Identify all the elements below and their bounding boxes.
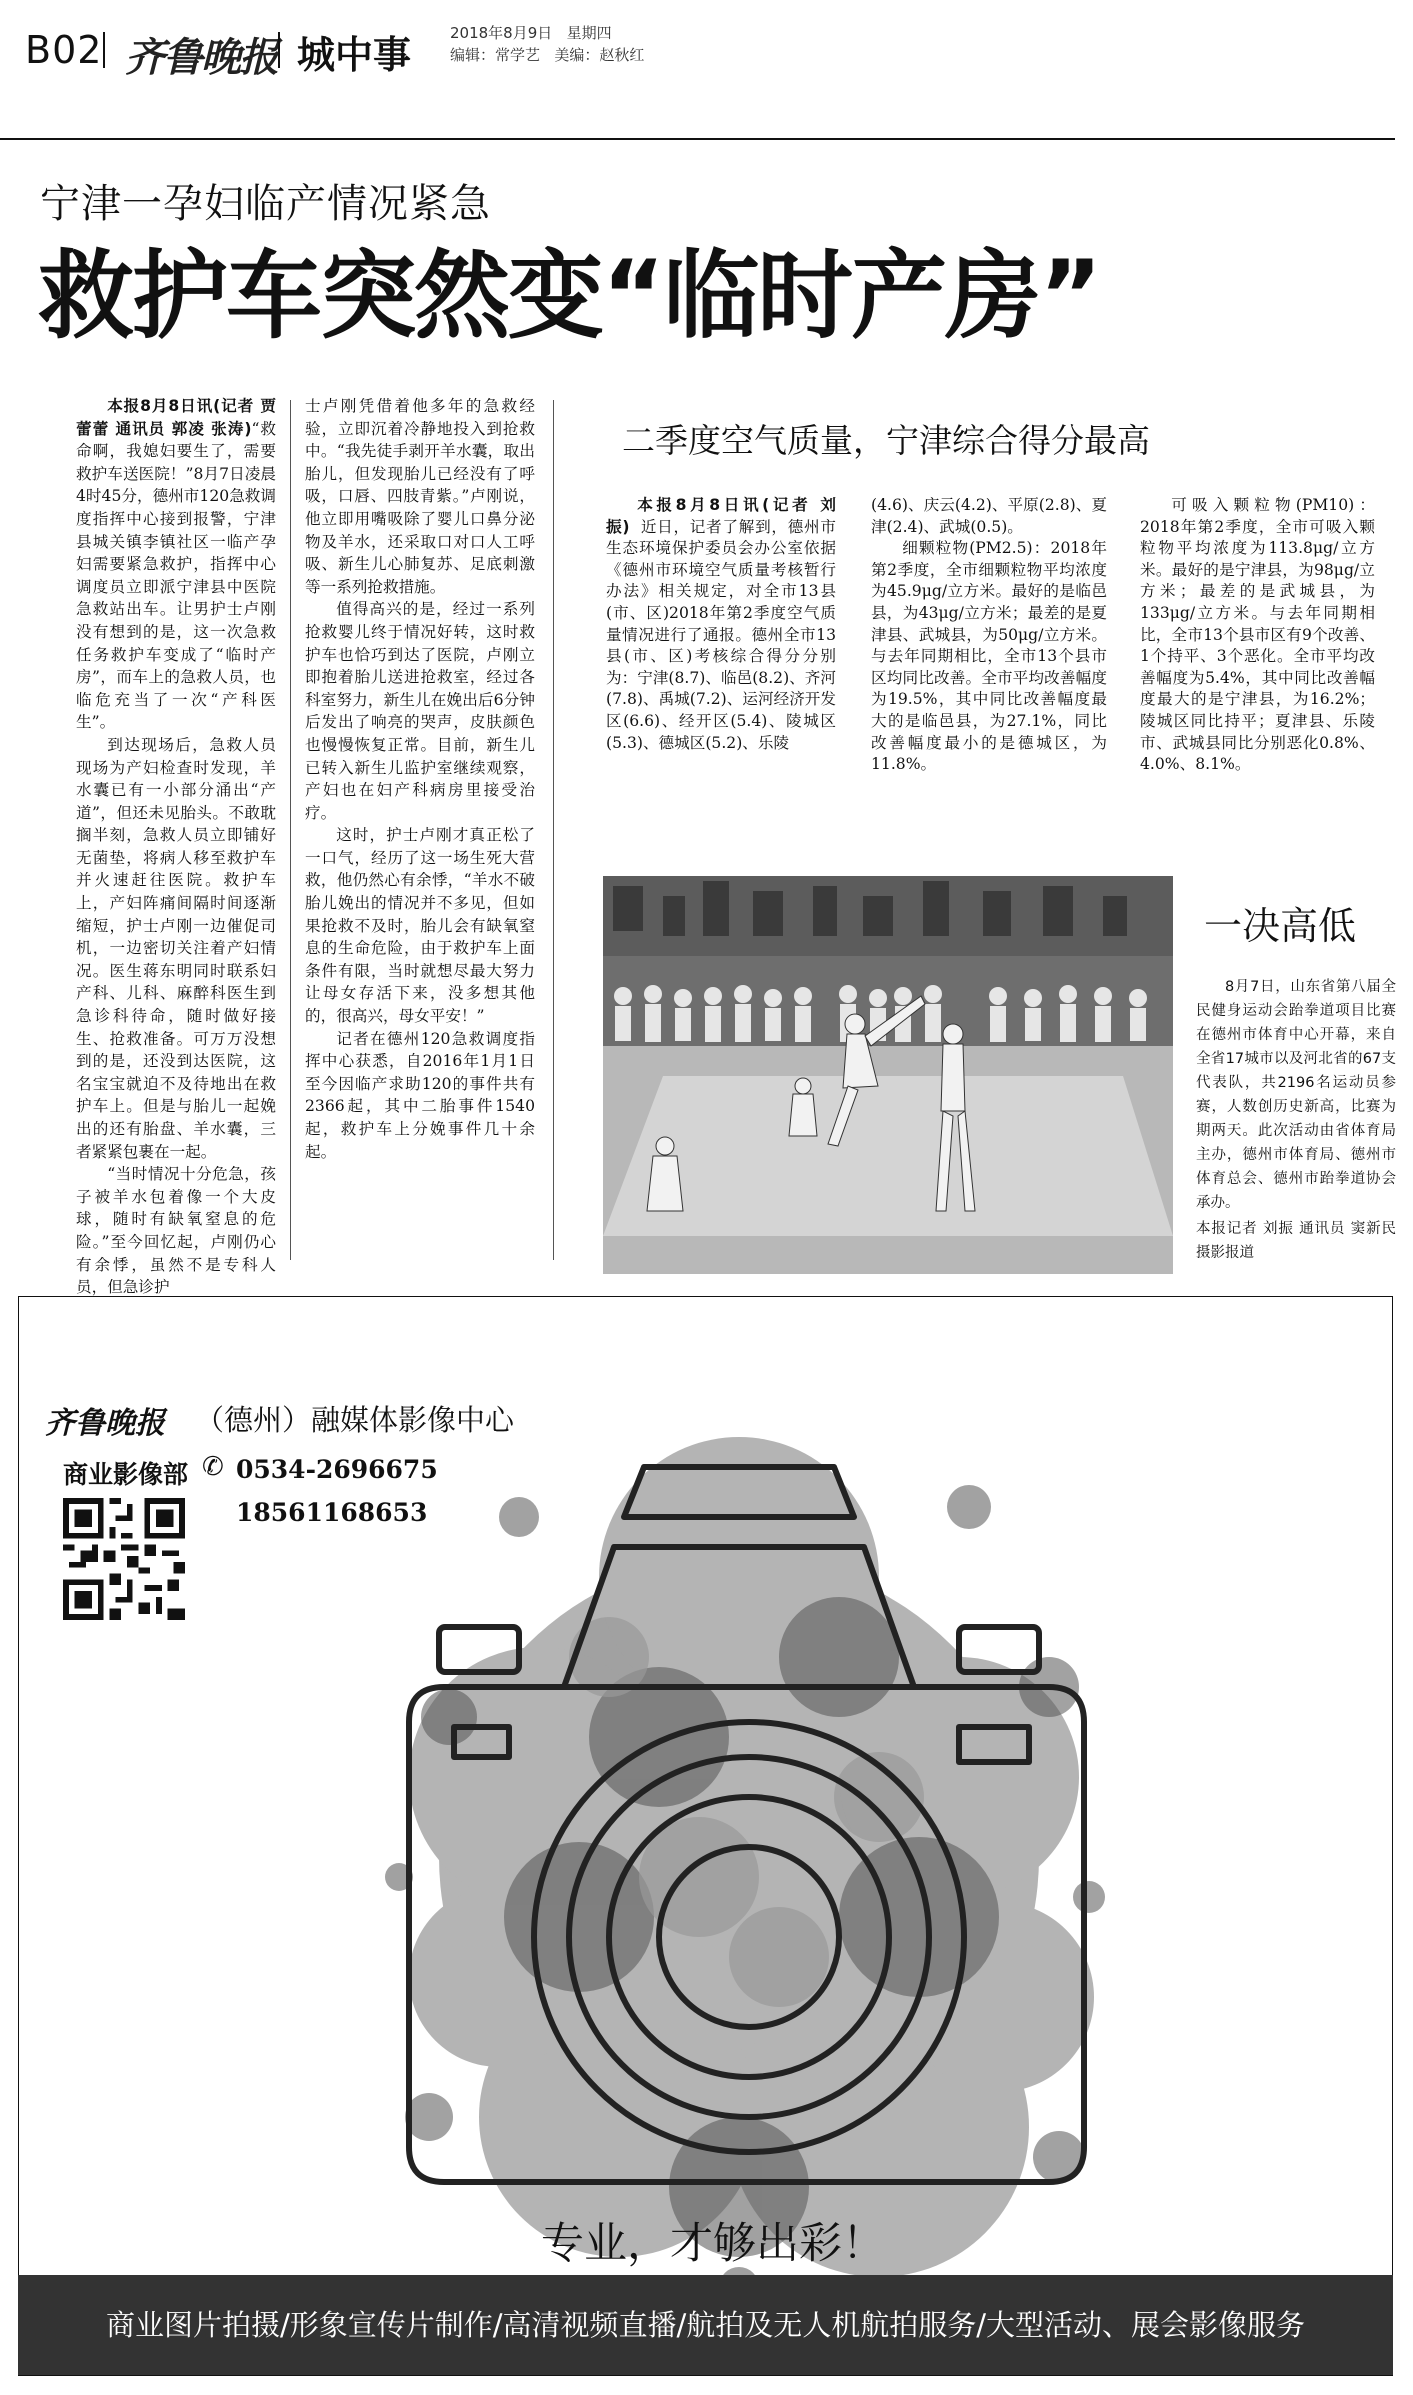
air-paragraph: 近日，记者了解到，德州市生态环境保护委员会办公室依据《德州市环境空气质量考核暂行办法》相关规定，对全市13县(市、区)2018年第2季度空气质量情况进行了通报。德州全市13县(市、区)考核综合得分分别为：宁津(8.7)、临邑(8.2)、齐河(7.8)、禹城(7.2)、运河经济开发区(6.6)、经开区(5.4)、陵城区(5.3)、德城区(5.2)、乐陵	[606, 517, 836, 752]
air-column-1	[606, 495, 836, 855]
air-paragraph: (4.6)、庆云(4.2)、平原(2.8)、夏津(2.4)、武城(0.5)。	[871, 496, 1107, 536]
story-paragraph: 记者在德州120急救调度指挥中心获悉，自2016年1月1日至今因临产求助120的事件共有2366起，其中二胎事件1540起，救护车上分娩事件几十余起。	[305, 1029, 535, 1161]
camera-splash-icon	[359, 1357, 1119, 2357]
story-headline: 救护车突然变“临时产房”	[38, 240, 1101, 352]
ad-slogan: 专业，才够出彩！	[541, 2219, 885, 2269]
header-rule	[0, 138, 1395, 140]
story-paragraph: 到达现场后，急救人员现场为产妇检查时发现，羊水囊已有一小部分涌出“产道”，但还未见胎头。不敢耽搁半刻，急救人员立即铺好无菌垫，将病人移至救护车并火速赶往医院。救护车上，产妇阵痛间隔时间逐渐缩短，护士卢刚一边催促司机，一边密切关注着产妇情况。医生蒋东明同时联系妇产科、儿科、麻醉科医生到急诊科待命，随时做好接生、抢救准备。可万万没想到的是，还没到达医院，这名宝宝就迫不及待地出在救护车上。但是与胎儿一起娩出的还有胎盘、羊水囊，三者紧紧包裹在一起。	[76, 735, 276, 1161]
section-title: 城中事	[297, 33, 412, 77]
ad-services-bar: 商业图片拍摄/形象宣传片制作/高清视频直播/航拍及无人机航拍服务/大型活动、展会影像服务	[18, 2275, 1393, 2375]
air-quality-headline: 二季度空气质量，宁津综合得分最高	[622, 421, 1150, 460]
ad-phone-1: 0534-2696675	[236, 1455, 438, 1484]
designer-credit: 美编：赵秋红	[554, 46, 645, 64]
column-divider	[553, 400, 554, 1260]
editor-credit: 编辑：常学艺	[450, 46, 541, 64]
air-lead: 本报8月8日讯(记者 刘振)	[606, 496, 836, 536]
story-paragraph: 这时，护士卢刚才真正松了一口气，经历了这一场生死大营救，他仍然心有余悸，“羊水不破胎儿娩出的情况并不多见，但如果抢救不及时，胎儿会有缺氧窒息的生命危险，由于救护车上面条件有限，当时就想尽最大努力让母女存活下来，没多想其他的，很高兴，母女平安！”	[305, 826, 535, 1026]
photo-byline: 本报记者 刘振 通讯员 窦新民 摄影报道	[1196, 1221, 1396, 1261]
story-column-1	[76, 395, 276, 1297]
story-paragraph: “救命啊，我媳妇要生了，需要救护车送医院！”8月7日凌晨4时45分，德州市120急救调度指挥中心接到报警，宁津县城关镇李镇社区一临产孕妇需要紧急救护，指挥中心调度员立即派宁津县中医院急救站出车。让男护士卢刚没有想到的是，这一次急救任务救护车变成了“临时产房”，而车上的急救人员，也临危充当了一次“产科医生”。	[76, 419, 276, 732]
story-paragraph: 值得高兴的是，经过一系列抢救婴儿终于情况好转，这时救护车也恰巧到达了医院，卢刚立即抱着胎儿送进抢救室，经过各科室努力，新生儿在娩出后6分钟后发出了响亮的哭声，皮肤颜色也慢慢恢复正常。目前，新生儿已转入新生儿监护室继续观察，产妇也在妇产科病房里接受治疗。	[305, 600, 535, 822]
ad-brand-logo: 齐鲁晚报	[45, 1406, 165, 1441]
editor-line	[450, 44, 644, 65]
page-code: B02	[25, 28, 103, 72]
photo-title: 一决高低	[1204, 904, 1357, 948]
story-kicker: 宁津一孕妇临产情况紧急	[40, 181, 491, 227]
issue-date-line	[450, 22, 612, 43]
issue-date: 2018年8月9日	[450, 24, 553, 42]
phone-icon: ✆	[202, 1452, 224, 1482]
header-divider	[278, 32, 280, 68]
taekwondo-photo	[603, 876, 1173, 1274]
issue-weekday: 星期四	[566, 24, 612, 42]
air-column-2	[871, 495, 1107, 855]
photo-illustration	[603, 876, 1173, 1274]
ad-brand-name: （德州）融媒体影像中心	[195, 1403, 515, 1437]
newspaper-logo: 齐鲁晚报	[125, 34, 277, 81]
air-paragraph: 可吸入颗粒物(PM10)：2018年第2季度，全市可吸入颗粒物平均浓度为113.8μg/立方米。最好的是宁津县，为98μg/立方米；最差的是武城县，为133μg/立方米。与去年同期相比，全市13个县市区有9个改善、1个持平、3个恶化。全市平均改善幅度为5.4%，其中同比改善幅度最大的是宁津县，为16.2%；陵城区同比持平；夏津县、乐陵市、武城县同比分别恶化0.8%、4.0%、8.1%。	[1140, 496, 1375, 774]
story-lead: 本报8月8日讯(记者 贾蕾蕾 通讯员 郭凌 张涛)	[76, 397, 276, 438]
header-divider	[103, 32, 105, 68]
ad-department: 商业影像部	[63, 1460, 189, 1489]
photo-caption-text: 8月7日，山东省第八届全民健身运动会跆拳道项目比赛在德州市体育中心开幕，来自全省17城市以及河北省的67支代表队，共2196名运动员参赛，人数创历史新高，比赛为期两天。此次活动由省体育局主办，德州市体育局、德州市体育总会、德州市跆拳道协会承办。	[1196, 979, 1396, 1211]
qr-code-icon	[63, 1498, 185, 1620]
air-paragraph: 细颗粒物(PM2.5)：2018年第2季度，全市细颗粒物平均浓度为45.9μg/立方米。最好的是临邑县，为43μg/立方米；最差的是夏津县、武城县，为50μg/立方米。与去年同期相比，全市13个县市区均同比改善。全市平均改善幅度为19.5%，其中同比改善幅度最大的是临邑县，为27.1%，同比改善幅度最小的是德城区，为11.8%。	[871, 539, 1107, 774]
column-divider	[290, 400, 291, 1260]
story-paragraph: “当时情况十分危急，孩子被羊水包着像一个大皮球，随时有缺氧窒息的危险。”至今回忆起，卢刚仍心有余悸，虽然不是专科人员，但急诊护	[76, 1165, 276, 1297]
qr-code-graphic	[63, 1498, 185, 1620]
story-column-2	[305, 395, 535, 1265]
story-paragraph: 士卢刚凭借着他多年的急救经验，立即沉着冷静地投入到抢救中。“我先徒手剥开羊水囊，取出胎儿，但发现胎儿已经没有了呼吸，口唇、四肢青紫。”卢刚说，他立即用嘴吸除了婴儿口鼻分泌物及羊水，还采取口对口人工呼吸、新生儿心肺复苏、足底刺激等一系列抢救措施。	[305, 397, 535, 596]
photo-caption	[1196, 975, 1396, 1265]
air-column-3	[1140, 495, 1375, 855]
ad-phone-2: 18561168653	[236, 1498, 428, 1527]
